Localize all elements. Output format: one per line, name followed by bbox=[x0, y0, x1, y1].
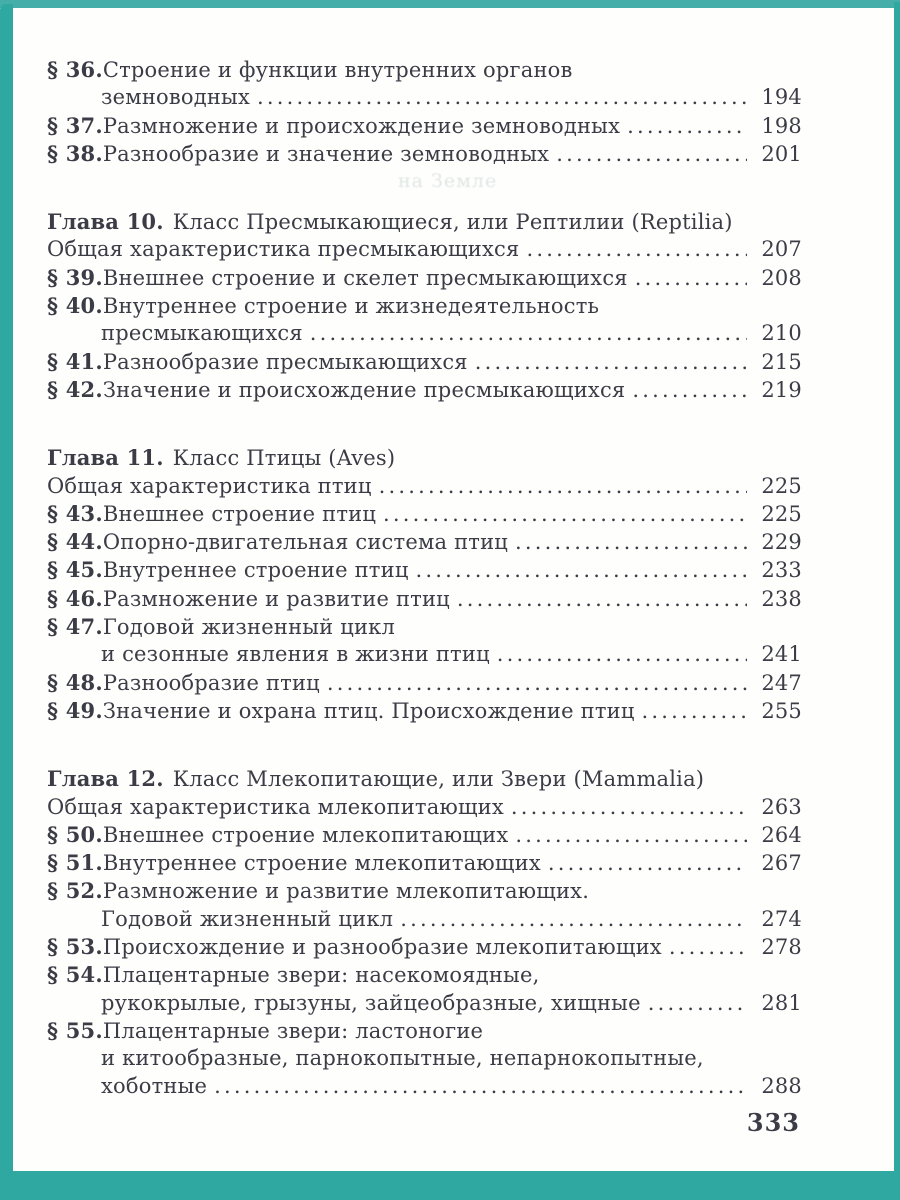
toc-line bbox=[47, 906, 802, 933]
entry-label: § 49. bbox=[47, 697, 103, 723]
entry-page-number: 198 bbox=[761, 113, 802, 138]
page-edge-left bbox=[0, 4, 13, 1200]
chapter-label: Глава 12. bbox=[47, 766, 164, 792]
showthrough-text: на Земле bbox=[398, 170, 498, 192]
entry-label: § 51. bbox=[47, 850, 103, 876]
entry-title: Годовой жизненный цикл bbox=[102, 615, 396, 640]
entry-label: § 55. bbox=[47, 1017, 103, 1043]
toc-line bbox=[47, 348, 802, 376]
chapter-title: Класс Млекопитающие, или Звери (Mammalia) bbox=[172, 767, 705, 792]
entry-label: § 47. bbox=[47, 614, 103, 640]
entry-label: § 44. bbox=[47, 529, 103, 555]
toc-section bbox=[47, 765, 802, 1100]
chapter-title: Класс Птицы (Aves) bbox=[172, 446, 396, 471]
entry-page-number: 255 bbox=[761, 698, 802, 723]
entry-title: Годовой жизненный цикл bbox=[101, 906, 394, 931]
toc-line bbox=[47, 849, 802, 877]
toc-section bbox=[47, 208, 802, 404]
dot-leader bbox=[635, 265, 747, 292]
entry-page-number: 194 bbox=[761, 85, 802, 110]
dot-leader bbox=[257, 84, 747, 111]
toc-line bbox=[47, 1045, 802, 1072]
toc-line bbox=[47, 264, 802, 292]
toc-line bbox=[47, 112, 802, 140]
page-number: 333 bbox=[746, 1108, 800, 1137]
entry-label: § 41. bbox=[47, 348, 103, 374]
entry-title: Размножение и происхождение земноводных bbox=[102, 113, 621, 138]
dot-leader bbox=[526, 236, 747, 263]
toc-line bbox=[47, 961, 802, 989]
entry-label: § 38. bbox=[47, 140, 103, 166]
toc-line bbox=[47, 877, 802, 905]
entry-page-number: 229 bbox=[761, 530, 802, 555]
toc-line bbox=[47, 697, 802, 725]
toc-line bbox=[47, 500, 802, 528]
entry-page-number: 207 bbox=[761, 237, 802, 262]
toc-line bbox=[47, 669, 802, 697]
toc-line bbox=[47, 376, 802, 404]
toc-section bbox=[47, 444, 802, 725]
entry-title: Значение и происхождение пресмыкающихся bbox=[102, 377, 626, 402]
toc-line bbox=[47, 556, 802, 584]
entry-label: § 50. bbox=[47, 821, 103, 847]
entry-title: Общая характеристика птиц bbox=[47, 473, 372, 498]
entry-title: Внешнее строение птиц bbox=[102, 501, 377, 526]
chapter-heading bbox=[47, 208, 802, 236]
toc-line bbox=[47, 84, 802, 111]
entry-title: Внешнее строение млекопитающих bbox=[102, 822, 509, 847]
entry-page-number: 208 bbox=[761, 265, 802, 290]
chapter-heading bbox=[47, 765, 802, 793]
entry-title: Внутреннее строение и жизнедеятельность bbox=[102, 294, 600, 319]
entry-label: § 53. bbox=[47, 934, 103, 960]
entry-label: § 45. bbox=[47, 557, 103, 583]
entry-title: Плацентарные звери: ластоногие bbox=[102, 1018, 484, 1043]
entry-title: Плацентарные звери: насекомоядные, bbox=[102, 963, 540, 988]
entry-page-number: 281 bbox=[761, 990, 802, 1015]
chapter-title: Класс Пресмыкающиеся, или Рептилии (Reptilia) bbox=[172, 210, 733, 235]
dot-leader bbox=[632, 377, 747, 404]
toc-line bbox=[47, 641, 802, 668]
entry-page-number: 210 bbox=[761, 321, 802, 346]
entry-page-number: 225 bbox=[761, 501, 802, 526]
chapter-label: Глава 11. bbox=[47, 445, 164, 471]
entry-title: Строение и функции внутренних органов bbox=[102, 58, 573, 82]
toc-line bbox=[47, 794, 802, 821]
entry-page-number: 274 bbox=[761, 906, 802, 931]
entry-label: § 37. bbox=[47, 112, 103, 138]
dot-leader bbox=[642, 698, 747, 725]
entry-title: Внутреннее строение птиц bbox=[102, 558, 409, 583]
toc-line bbox=[47, 1073, 802, 1100]
entry-title: Разнообразие птиц bbox=[102, 670, 320, 695]
dot-leader bbox=[400, 906, 747, 933]
entry-page-number: 201 bbox=[761, 141, 802, 166]
entry-title: земноводных bbox=[101, 85, 251, 110]
page-edge-bottom bbox=[0, 1171, 900, 1200]
toc-line bbox=[47, 585, 802, 613]
toc-line bbox=[47, 56, 802, 84]
entry-title: Общая характеристика пресмыкающихся bbox=[47, 237, 520, 262]
entry-title: Внешнее строение и скелет пресмыкающихся bbox=[102, 265, 628, 290]
entry-page-number: 288 bbox=[761, 1073, 802, 1098]
entry-label: § 48. bbox=[47, 669, 103, 695]
entry-page-number: 241 bbox=[761, 642, 802, 667]
dot-leader bbox=[548, 850, 747, 877]
dot-leader bbox=[457, 586, 747, 613]
entry-page-number: 263 bbox=[761, 794, 802, 819]
entry-page-number: 225 bbox=[761, 473, 802, 498]
dot-leader bbox=[648, 990, 747, 1017]
entry-title: Происхождение и разнообразие млекопитающих bbox=[102, 935, 662, 960]
entry-title: Значение и охрана птиц. Происхождение птиц bbox=[102, 698, 635, 723]
toc-line bbox=[47, 473, 802, 500]
dot-leader bbox=[475, 349, 747, 376]
dot-leader bbox=[515, 529, 747, 556]
entry-label: § 46. bbox=[47, 585, 103, 611]
entry-title: Общая характеристика млекопитающих bbox=[47, 794, 504, 819]
toc-line bbox=[47, 292, 802, 320]
dot-leader bbox=[627, 113, 747, 140]
entry-page-number: 215 bbox=[761, 349, 802, 374]
entry-title: рукокрылые, грызуны, зайцеобразные, хищные bbox=[101, 990, 641, 1015]
toc-line bbox=[47, 613, 802, 641]
entry-label: § 42. bbox=[47, 376, 103, 402]
dot-leader bbox=[669, 934, 747, 961]
toc-line bbox=[47, 140, 802, 168]
entry-page-number: 247 bbox=[761, 670, 802, 695]
toc-section bbox=[47, 56, 802, 168]
entry-title: Размножение и развитие млекопитающих. bbox=[102, 879, 590, 904]
dot-leader bbox=[214, 1073, 747, 1100]
entry-label: § 54. bbox=[47, 962, 103, 988]
chapter-heading bbox=[47, 444, 802, 472]
dot-leader bbox=[310, 320, 747, 347]
dot-leader bbox=[497, 641, 747, 668]
page-edge-top bbox=[0, 0, 900, 8]
page-edge-right bbox=[894, 2, 900, 1200]
toc-line bbox=[47, 320, 802, 347]
entry-title: и сезонные явления в жизни птиц bbox=[101, 642, 490, 667]
toc-line bbox=[47, 1017, 802, 1045]
chapter-label: Глава 10. bbox=[47, 209, 164, 235]
entry-label: § 39. bbox=[47, 264, 103, 290]
entry-label: § 52. bbox=[47, 878, 103, 904]
entry-page-number: 267 bbox=[761, 851, 802, 876]
entry-title: Разнообразие пресмыкающихся bbox=[102, 349, 468, 374]
entry-page-number: 278 bbox=[761, 935, 802, 960]
dot-leader bbox=[511, 794, 747, 821]
entry-label: § 40. bbox=[47, 293, 103, 319]
entry-label: § 36. bbox=[47, 57, 103, 82]
toc-line bbox=[47, 821, 802, 849]
entry-label: § 43. bbox=[47, 500, 103, 526]
entry-title: хоботные bbox=[101, 1073, 208, 1098]
dot-leader bbox=[383, 501, 747, 528]
toc-line bbox=[47, 528, 802, 556]
dot-leader bbox=[556, 141, 747, 168]
toc bbox=[47, 56, 802, 1100]
entry-page-number: 264 bbox=[761, 822, 802, 847]
toc-line bbox=[47, 990, 802, 1017]
entry-title: пресмыкающихся bbox=[101, 321, 303, 346]
entry-title: Опорно-двигательная система птиц bbox=[102, 530, 509, 555]
entry-title: и китообразные, парнокопытные, непарнокопытные, bbox=[101, 1046, 704, 1071]
toc-line bbox=[47, 236, 802, 263]
entry-title: Внутреннее строение млекопитающих bbox=[102, 851, 541, 876]
entry-page-number: 238 bbox=[761, 586, 802, 611]
dot-leader bbox=[515, 822, 747, 849]
entry-title: Разнообразие и значение земноводных bbox=[102, 141, 550, 166]
entry-page-number: 219 bbox=[761, 377, 802, 402]
dot-leader bbox=[327, 670, 747, 697]
toc-line bbox=[47, 933, 802, 961]
dot-leader bbox=[416, 557, 747, 584]
entry-page-number: 233 bbox=[761, 558, 802, 583]
entry-title: Размножение и развитие птиц bbox=[102, 586, 450, 611]
dot-leader bbox=[379, 473, 747, 500]
